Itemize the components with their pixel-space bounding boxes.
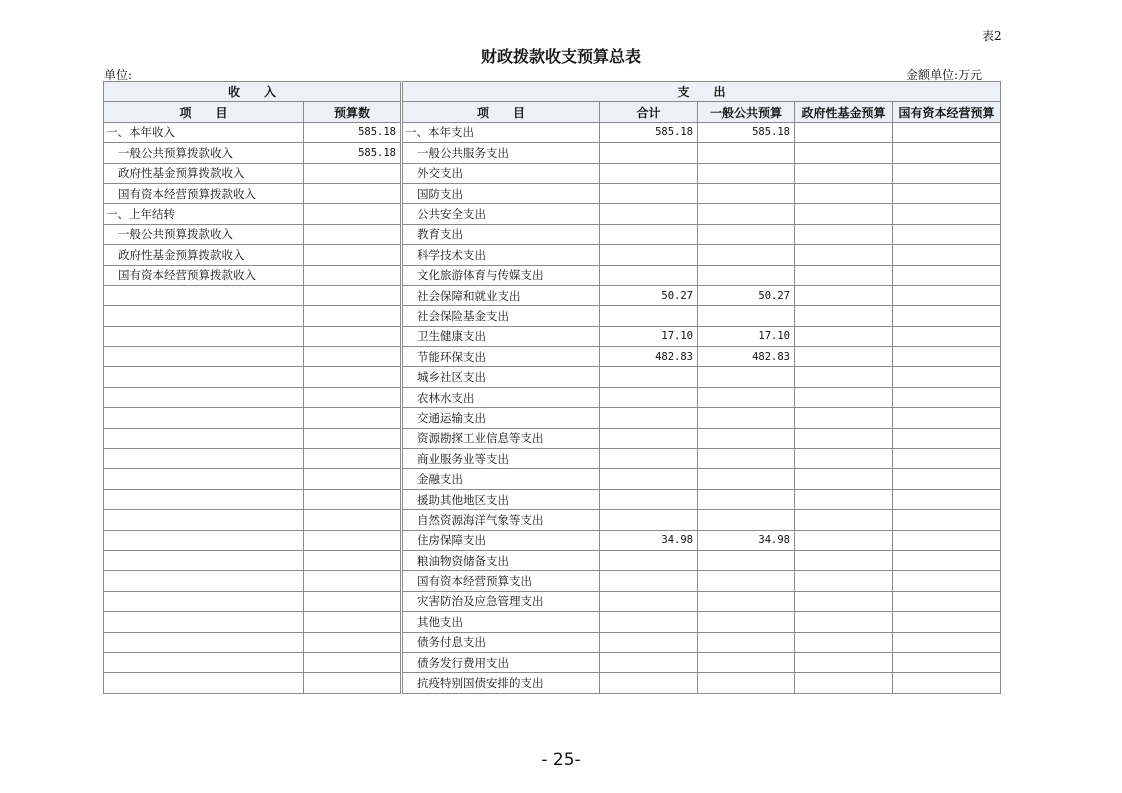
income-value-cell (304, 326, 402, 346)
income-item-cell (104, 530, 304, 550)
state-capital-cell (893, 122, 1001, 142)
total-cell (600, 387, 698, 407)
total-cell (600, 612, 698, 632)
income-item-cell (104, 550, 304, 570)
gov-fund-cell (795, 183, 893, 203)
table-row (104, 489, 1001, 509)
expense-item-cell: 金融支出 (402, 469, 600, 489)
gov-fund-cell (795, 285, 893, 305)
expense-item-cell: 商业服务业等支出 (402, 449, 600, 469)
total-cell (600, 632, 698, 652)
state-capital-cell (893, 265, 1001, 285)
state-capital-cell (893, 326, 1001, 346)
table-row (104, 408, 1001, 428)
general-budget-cell (698, 183, 795, 203)
table-row (104, 550, 1001, 570)
total-cell (600, 408, 698, 428)
income-item-cell (104, 367, 304, 387)
table-row (104, 163, 1001, 183)
state-capital-cell (893, 673, 1001, 693)
general-budget-cell: 34.98 (698, 530, 795, 550)
table-number-label: 表2 (982, 29, 1002, 43)
gov-fund-cell (795, 265, 893, 285)
total-cell (600, 224, 698, 244)
expense-item-cell: 灾害防治及应急管理支出 (402, 591, 600, 611)
general-budget-cell (698, 571, 795, 591)
state-capital-cell (893, 245, 1001, 265)
income-item-cell (104, 489, 304, 509)
budget-summary-table (103, 81, 1001, 694)
table-row (104, 285, 1001, 305)
table-row (104, 449, 1001, 469)
total-cell (600, 469, 698, 489)
income-item-cell (104, 306, 304, 326)
expense-item-cell: 国防支出 (402, 183, 600, 203)
state-capital-cell (893, 489, 1001, 509)
total-header: 合计 (600, 102, 698, 122)
general-budget-cell (698, 163, 795, 183)
total-cell (600, 183, 698, 203)
total-cell (600, 143, 698, 163)
income-value-cell (304, 571, 402, 591)
general-budget-cell (698, 245, 795, 265)
income-value-cell (304, 652, 402, 672)
income-item-cell (104, 387, 304, 407)
total-cell (600, 550, 698, 570)
income-item-cell (104, 408, 304, 428)
expense-item-cell: 文化旅游体育与传媒支出 (402, 265, 600, 285)
expense-item-cell: 节能环保支出 (402, 347, 600, 367)
gov-fund-cell (795, 428, 893, 448)
income-value-cell (304, 591, 402, 611)
table-row (104, 347, 1001, 367)
state-capital-cell (893, 143, 1001, 163)
expense-item-cell: 一、本年支出 (402, 122, 600, 142)
gov-fund-cell (795, 245, 893, 265)
gov-fund-cell (795, 163, 893, 183)
income-value-cell (304, 530, 402, 550)
income-item-cell (104, 673, 304, 693)
income-value-cell (304, 449, 402, 469)
general-budget-cell (698, 591, 795, 611)
expense-group-header: 支 出 (402, 82, 1001, 102)
table-row (104, 367, 1001, 387)
income-item-header: 项 目 (104, 102, 304, 122)
expense-item-cell: 城乡社区支出 (402, 367, 600, 387)
table-row (104, 183, 1001, 203)
expense-item-cell: 交通运输支出 (402, 408, 600, 428)
table-row (104, 510, 1001, 530)
state-capital-cell (893, 510, 1001, 530)
general-budget-cell: 585.18 (698, 122, 795, 142)
income-item-cell (104, 285, 304, 305)
income-value-cell (304, 612, 402, 632)
expense-item-cell: 卫生健康支出 (402, 326, 600, 346)
state-capital-cell (893, 163, 1001, 183)
total-cell (600, 489, 698, 509)
expense-item-cell: 援助其他地区支出 (402, 489, 600, 509)
general-budget-header: 一般公共预算 (698, 102, 795, 122)
table-row (104, 571, 1001, 591)
total-cell: 50.27 (600, 285, 698, 305)
income-value-cell (304, 204, 402, 224)
general-budget-cell (698, 204, 795, 224)
state-capital-cell (893, 571, 1001, 591)
state-capital-cell (893, 428, 1001, 448)
gov-fund-cell (795, 673, 893, 693)
gov-fund-cell (795, 652, 893, 672)
gov-fund-cell (795, 306, 893, 326)
income-value-cell (304, 306, 402, 326)
table-row (104, 469, 1001, 489)
gov-fund-cell (795, 571, 893, 591)
table-row (104, 224, 1001, 244)
state-capital-cell (893, 469, 1001, 489)
expense-item-cell: 其他支出 (402, 612, 600, 632)
general-budget-cell: 17.10 (698, 326, 795, 346)
state-capital-cell (893, 612, 1001, 632)
income-value-cell (304, 469, 402, 489)
state-capital-cell (893, 652, 1001, 672)
gov-fund-cell (795, 326, 893, 346)
gov-fund-cell (795, 530, 893, 550)
general-budget-cell (698, 265, 795, 285)
page-number: - 25- (541, 750, 581, 770)
total-cell: 17.10 (600, 326, 698, 346)
table-row (104, 122, 1001, 142)
state-capital-header: 国有资本经营预算 (893, 102, 1001, 122)
total-cell (600, 265, 698, 285)
expense-item-cell: 社会保障和就业支出 (402, 285, 600, 305)
income-item-cell: 政府性基金预算拨款收入 (104, 163, 304, 183)
income-item-cell: 一般公共预算拨款收入 (104, 143, 304, 163)
total-cell: 585.18 (600, 122, 698, 142)
state-capital-cell (893, 387, 1001, 407)
income-item-cell (104, 632, 304, 652)
total-cell (600, 428, 698, 448)
general-budget-cell (698, 387, 795, 407)
unit-label: 单位: (104, 68, 133, 82)
expense-item-header: 项 目 (402, 102, 600, 122)
income-item-cell: 一般公共预算拨款收入 (104, 224, 304, 244)
gov-fund-cell (795, 612, 893, 632)
income-item-cell (104, 652, 304, 672)
expense-item-cell: 债务付息支出 (402, 632, 600, 652)
income-value-cell (304, 387, 402, 407)
expense-item-cell: 一般公共服务支出 (402, 143, 600, 163)
total-cell (600, 163, 698, 183)
general-budget-cell (698, 224, 795, 244)
table-row (104, 204, 1001, 224)
table-row (104, 673, 1001, 693)
general-budget-cell (698, 306, 795, 326)
income-budget-header: 预算数 (304, 102, 402, 122)
general-budget-cell (698, 652, 795, 672)
table-row (104, 265, 1001, 285)
total-cell (600, 591, 698, 611)
income-item-cell (104, 326, 304, 346)
income-value-cell: 585.18 (304, 143, 402, 163)
expense-item-cell: 资源勘探工业信息等支出 (402, 428, 600, 448)
income-item-cell (104, 449, 304, 469)
general-budget-cell (698, 489, 795, 509)
gov-fund-cell (795, 510, 893, 530)
total-cell (600, 673, 698, 693)
state-capital-cell (893, 183, 1001, 203)
state-capital-cell (893, 367, 1001, 387)
income-item-cell: 一、本年收入 (104, 122, 304, 142)
general-budget-cell (698, 449, 795, 469)
total-cell: 34.98 (600, 530, 698, 550)
total-cell (600, 306, 698, 326)
state-capital-cell (893, 550, 1001, 570)
expense-item-cell: 社会保险基金支出 (402, 306, 600, 326)
income-item-cell: 国有资本经营预算拨款收入 (104, 183, 304, 203)
table-row (104, 632, 1001, 652)
table-row (104, 387, 1001, 407)
expense-item-cell: 住房保障支出 (402, 530, 600, 550)
gov-fund-cell (795, 469, 893, 489)
income-value-cell (304, 489, 402, 509)
total-cell (600, 449, 698, 469)
income-value-cell (304, 265, 402, 285)
income-value-cell (304, 163, 402, 183)
gov-fund-cell (795, 204, 893, 224)
general-budget-cell (698, 510, 795, 530)
total-cell (600, 367, 698, 387)
income-value-cell (304, 428, 402, 448)
general-budget-cell (698, 673, 795, 693)
income-value-cell (304, 673, 402, 693)
general-budget-cell (698, 143, 795, 163)
income-item-cell (104, 612, 304, 632)
expense-item-cell: 教育支出 (402, 224, 600, 244)
income-item-cell: 政府性基金预算拨款收入 (104, 245, 304, 265)
header-group-row (104, 82, 1001, 102)
general-budget-cell (698, 428, 795, 448)
page-title: 财政拨款收支预算总表 (480, 47, 641, 66)
income-item-cell (104, 428, 304, 448)
expense-item-cell: 国有资本经营预算支出 (402, 571, 600, 591)
gov-fund-cell (795, 143, 893, 163)
table-row (104, 530, 1001, 550)
income-group-header: 收 入 (104, 82, 402, 102)
gov-fund-cell (795, 367, 893, 387)
general-budget-cell (698, 408, 795, 428)
gov-fund-header: 政府性基金预算 (795, 102, 893, 122)
state-capital-cell (893, 632, 1001, 652)
gov-fund-cell (795, 387, 893, 407)
income-value-cell (304, 285, 402, 305)
state-capital-cell (893, 408, 1001, 428)
general-budget-cell (698, 367, 795, 387)
income-value-cell (304, 224, 402, 244)
gov-fund-cell (795, 449, 893, 469)
state-capital-cell (893, 347, 1001, 367)
state-capital-cell (893, 224, 1001, 244)
income-value-cell (304, 632, 402, 652)
income-value-cell (304, 367, 402, 387)
amount-unit-label: 金额单位:万元 (906, 68, 983, 82)
expense-item-cell: 自然资源海洋气象等支出 (402, 510, 600, 530)
general-budget-cell: 50.27 (698, 285, 795, 305)
income-value-cell (304, 550, 402, 570)
total-cell (600, 652, 698, 672)
expense-item-cell: 粮油物资储备支出 (402, 550, 600, 570)
general-budget-cell: 482.83 (698, 347, 795, 367)
total-cell (600, 245, 698, 265)
table-row (104, 306, 1001, 326)
gov-fund-cell (795, 408, 893, 428)
income-value-cell (304, 347, 402, 367)
gov-fund-cell (795, 347, 893, 367)
gov-fund-cell (795, 632, 893, 652)
table-row (104, 143, 1001, 163)
total-cell (600, 204, 698, 224)
total-cell: 482.83 (600, 347, 698, 367)
general-budget-cell (698, 550, 795, 570)
expense-item-cell: 债务发行费用支出 (402, 652, 600, 672)
table-row (104, 612, 1001, 632)
expense-item-cell: 农林水支出 (402, 387, 600, 407)
general-budget-cell (698, 469, 795, 489)
income-value-cell (304, 183, 402, 203)
table-row (104, 652, 1001, 672)
income-value-cell (304, 408, 402, 428)
expense-item-cell: 抗疫特别国债安排的支出 (402, 673, 600, 693)
table-row (104, 428, 1001, 448)
state-capital-cell (893, 285, 1001, 305)
gov-fund-cell (795, 550, 893, 570)
income-value-cell (304, 510, 402, 530)
income-item-cell (104, 469, 304, 489)
income-item-cell (104, 571, 304, 591)
income-value-cell (304, 245, 402, 265)
state-capital-cell (893, 449, 1001, 469)
gov-fund-cell (795, 122, 893, 142)
income-item-cell: 国有资本经营预算拨款收入 (104, 265, 304, 285)
total-cell (600, 571, 698, 591)
state-capital-cell (893, 306, 1001, 326)
income-value-cell: 585.18 (304, 122, 402, 142)
table-row (104, 245, 1001, 265)
income-item-cell (104, 347, 304, 367)
income-item-cell (104, 510, 304, 530)
general-budget-cell (698, 612, 795, 632)
income-item-cell: 一、上年结转 (104, 204, 304, 224)
expense-item-cell: 公共安全支出 (402, 204, 600, 224)
state-capital-cell (893, 591, 1001, 611)
income-item-cell (104, 591, 304, 611)
gov-fund-cell (795, 591, 893, 611)
gov-fund-cell (795, 489, 893, 509)
table-row (104, 591, 1001, 611)
state-capital-cell (893, 204, 1001, 224)
state-capital-cell (893, 530, 1001, 550)
gov-fund-cell (795, 224, 893, 244)
total-cell (600, 510, 698, 530)
general-budget-cell (698, 632, 795, 652)
expense-item-cell: 科学技术支出 (402, 245, 600, 265)
table-row (104, 326, 1001, 346)
header-column-row (104, 102, 1001, 122)
expense-item-cell: 外交支出 (402, 163, 600, 183)
